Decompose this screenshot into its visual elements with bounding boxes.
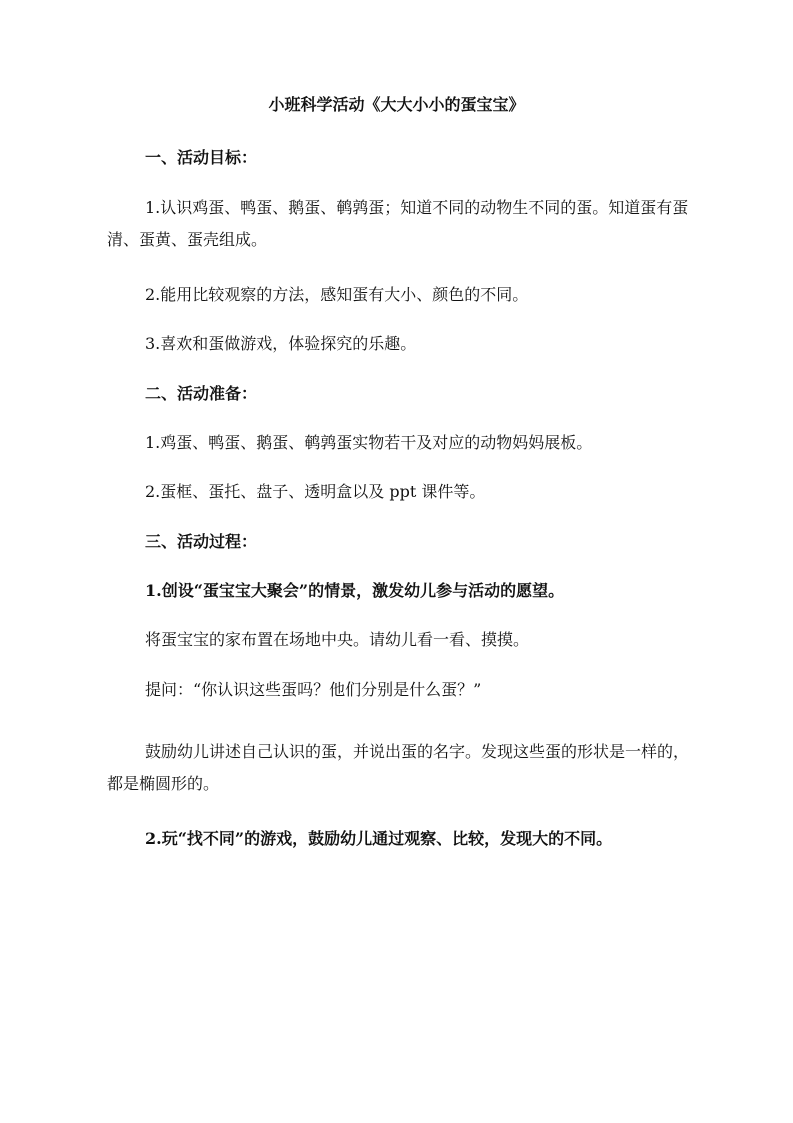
section2-item-1: 1.鸡蛋、鸭蛋、鹅蛋、鹌鹑蛋实物若干及对应的动物妈妈展板。 — [145, 433, 593, 452]
section1-item-2: 2.能用比较观察的方法，感知蛋有大小、颜色的不同。 — [145, 285, 529, 304]
section3-heading: 三、活动过程： — [145, 532, 258, 551]
step2-heading: 2.玩“找不同”的游戏，鼓励幼儿通过观察、比较，发现大的不同。 — [145, 829, 613, 848]
section2-heading: 二、活动准备： — [145, 384, 258, 403]
section1-item-3: 3.喜欢和蛋做游戏，体验探究的乐趣。 — [145, 334, 417, 353]
step1-paragraph-3: 鼓励幼儿讲述自己认识的蛋，并说出蛋的名字。发现这些蛋的形状是一样的，都是椭圆形的。 — [107, 742, 690, 793]
document-title: 小班科学活动《大大小小的蛋宝宝》 — [268, 95, 525, 114]
section1-heading: 一、活动目标： — [145, 148, 258, 167]
section2-item-2: 2.蛋框、蛋托、盘子、透明盒以及 ppt 课件等。 — [145, 482, 486, 501]
section1-item-1: 1.认识鸡蛋、鸭蛋、鹅蛋、鹌鹑蛋；知道不同的动物生不同的蛋。知道蛋有蛋清、蛋黄、蛋壳组成。 — [107, 198, 689, 249]
step1-paragraph-2: 提问：“你认识这些蛋吗？他们分别是什么蛋？” — [145, 680, 482, 699]
step1-heading: 1.创设“蛋宝宝大聚会”的情景，激发幼儿参与活动的愿望。 — [145, 581, 565, 600]
step1-paragraph-1: 将蛋宝宝的家布置在场地中央。请幼儿看一看、摸摸。 — [145, 630, 530, 649]
